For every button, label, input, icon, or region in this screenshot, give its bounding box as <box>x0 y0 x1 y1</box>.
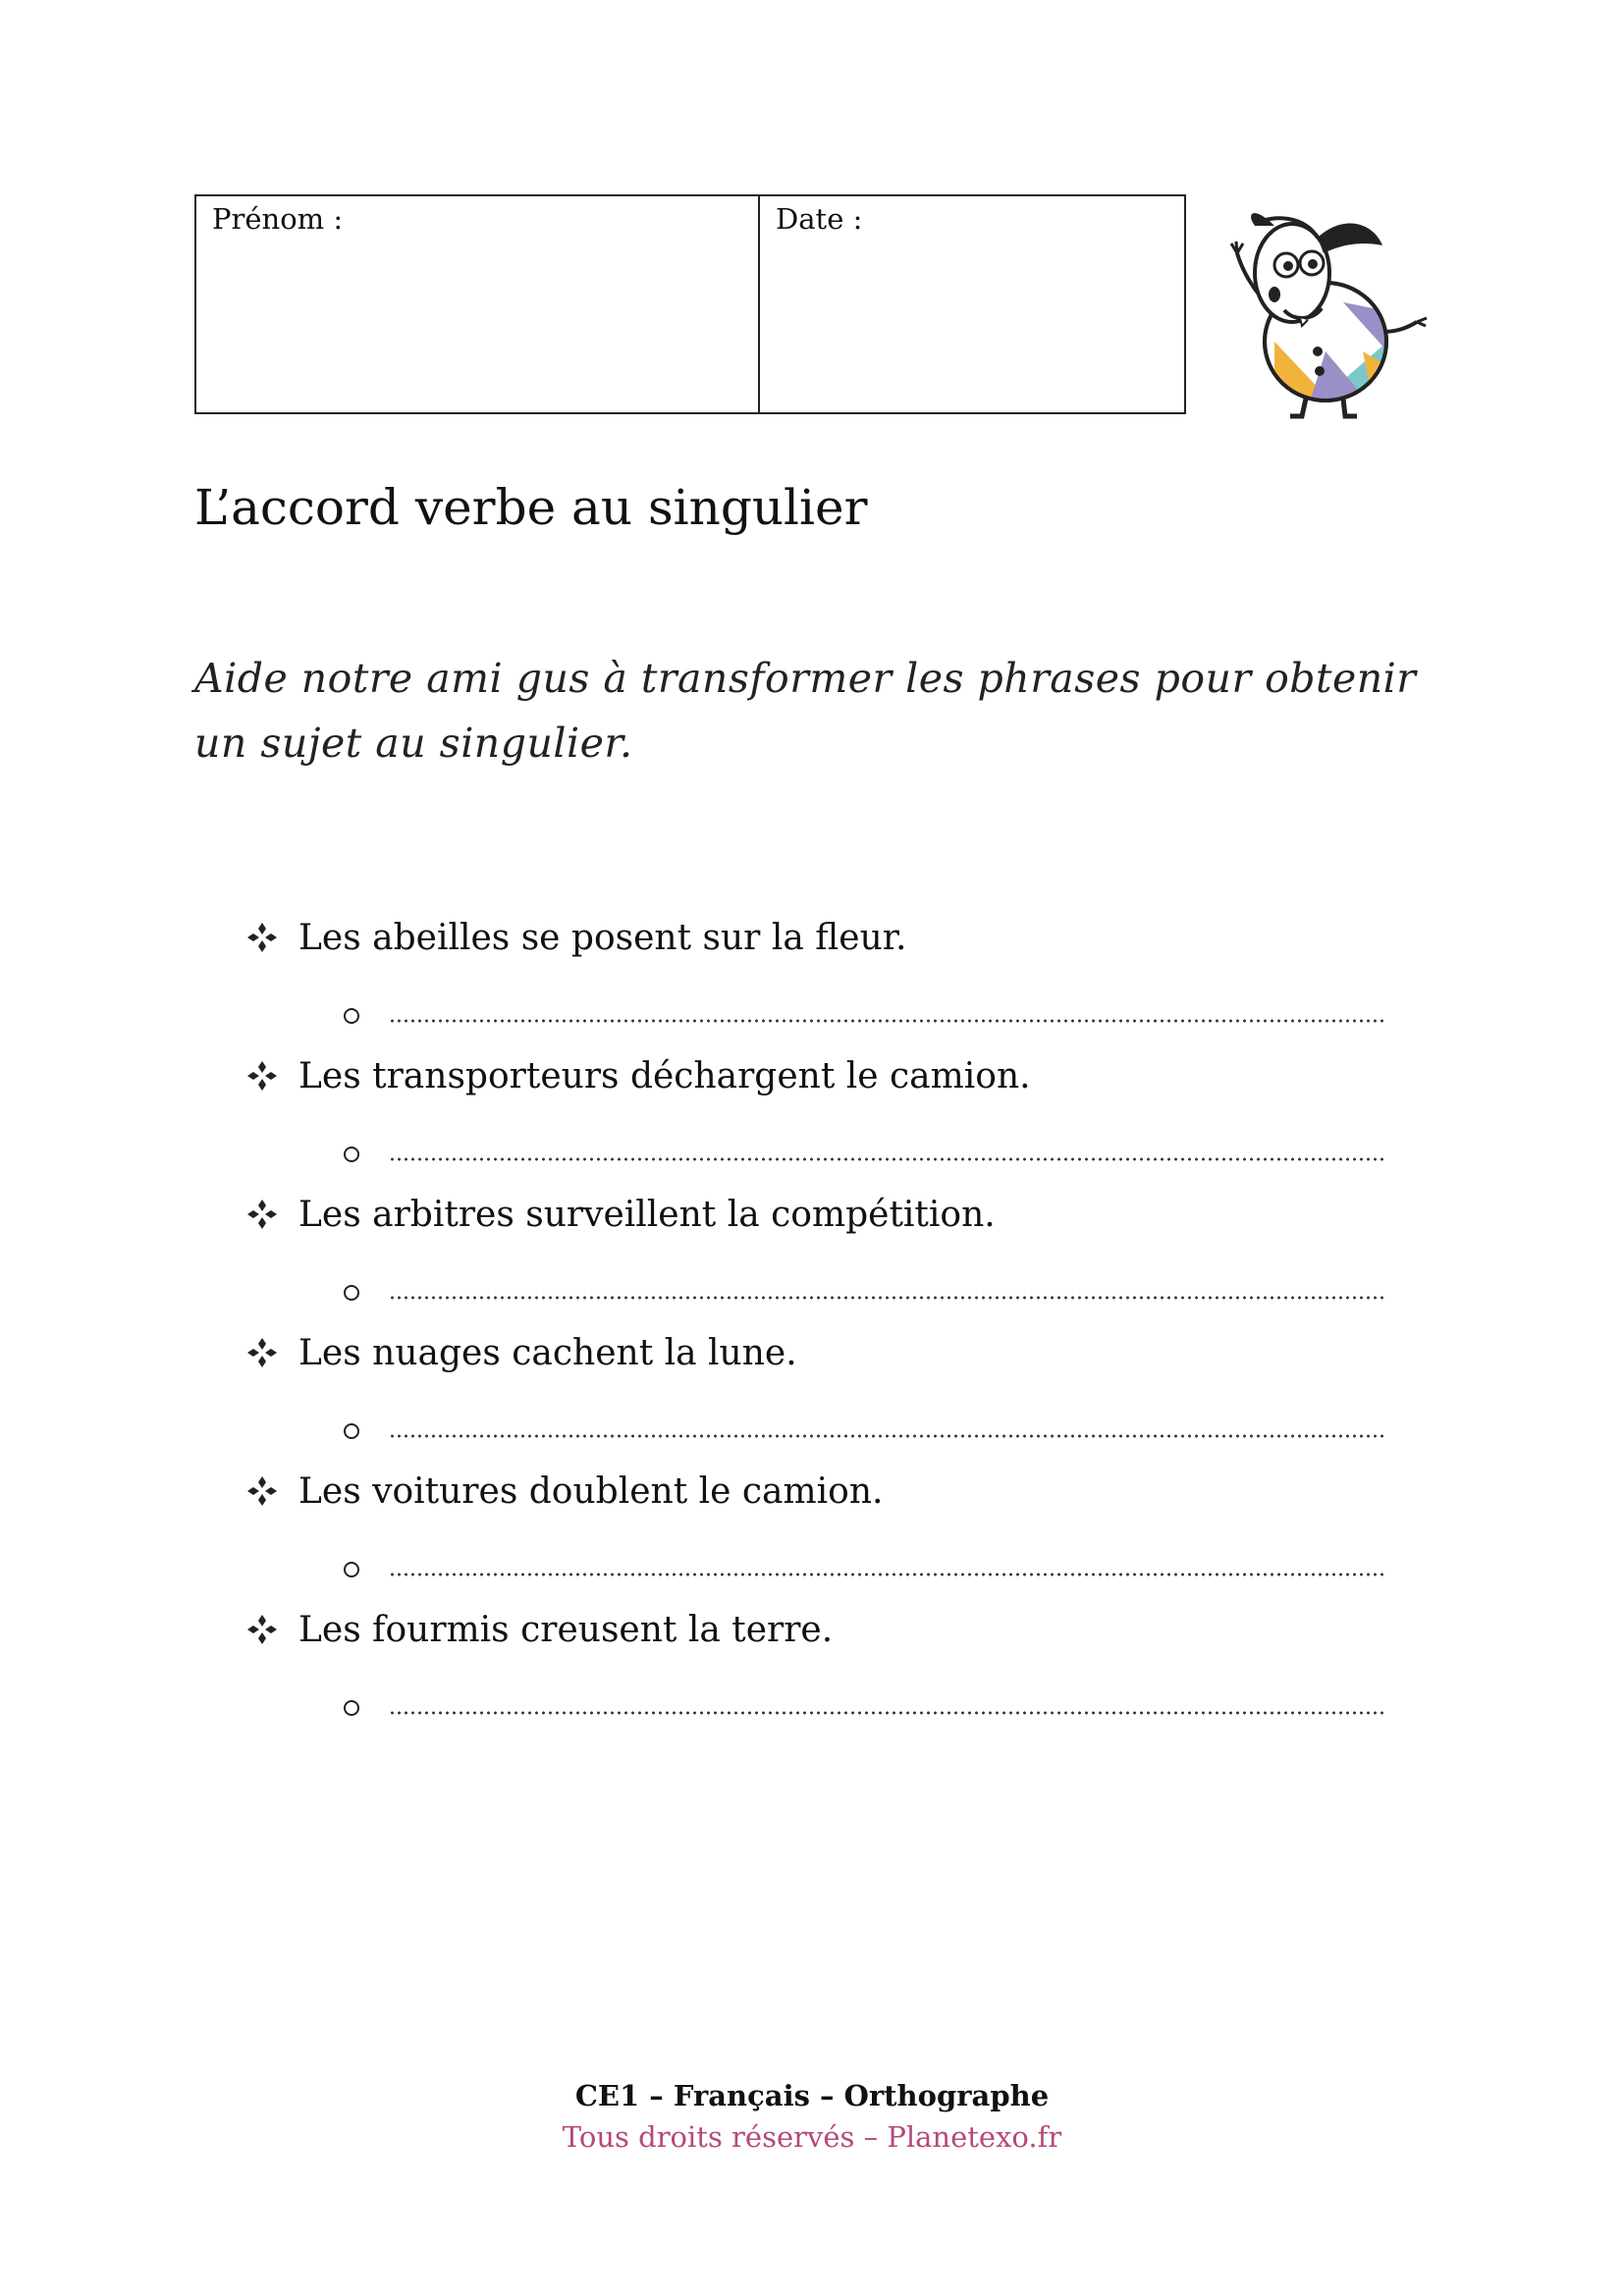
exercise-item <box>0 908 1624 1046</box>
exercise-sentence: Les transporteurs déchargent le camion. <box>298 1055 1031 1096</box>
prenom-field[interactable] <box>196 196 760 412</box>
exercise-sentence: Les nuages cachent la lune. <box>298 1332 797 1373</box>
circle-bullet-icon <box>344 1700 359 1716</box>
exercise-item <box>0 1323 1624 1462</box>
dotted-answer-line <box>389 1433 1384 1439</box>
four-diamond-bullet-icon <box>245 1059 279 1093</box>
exercise-item <box>0 1046 1624 1185</box>
date-label: Date : <box>776 202 863 236</box>
answer-field[interactable] <box>344 1402 1384 1449</box>
exercise-item <box>0 1462 1624 1600</box>
four-diamond-bullet-icon <box>245 1474 279 1508</box>
name-date-table <box>194 194 1186 414</box>
answer-field[interactable] <box>344 987 1384 1034</box>
four-diamond-bullet-icon <box>245 921 279 954</box>
answer-field[interactable] <box>344 1125 1384 1172</box>
instruction-text: Aide notre ami gus à transformer les phrases pour obtenir un sujet au singulier. <box>194 655 1417 767</box>
dotted-answer-line <box>389 1018 1384 1024</box>
four-diamond-bullet-icon <box>245 1336 279 1369</box>
circle-bullet-icon <box>344 1562 359 1577</box>
exercise-sentence: Les arbitres surveillent la compétition. <box>298 1194 996 1235</box>
answer-field[interactable] <box>344 1540 1384 1587</box>
exercise-sentence: Les abeilles se posent sur la fleur. <box>298 917 907 958</box>
exercise-sentence: Les voitures doublent le camion. <box>298 1470 884 1512</box>
page-title: L’accord verbe au singulier <box>194 479 868 536</box>
circle-bullet-icon <box>344 1147 359 1162</box>
answer-field[interactable] <box>344 1263 1384 1310</box>
four-diamond-bullet-icon <box>245 1613 279 1646</box>
answer-field[interactable] <box>344 1679 1384 1726</box>
footer-subject: CE1 – Français – Orthographe <box>574 2079 1050 2112</box>
page-footer <box>0 2079 1624 2154</box>
prenom-label: Prénom : <box>212 202 344 236</box>
dotted-answer-line <box>389 1572 1384 1577</box>
dotted-answer-line <box>389 1156 1384 1162</box>
dotted-answer-line <box>389 1295 1384 1301</box>
dotted-answer-line <box>389 1710 1384 1716</box>
mascot-sheep-icon <box>1216 194 1432 420</box>
date-field[interactable] <box>760 196 1184 412</box>
exercise-list <box>0 908 1624 1738</box>
circle-bullet-icon <box>344 1008 359 1024</box>
exercise-item <box>0 1185 1624 1323</box>
four-diamond-bullet-icon <box>245 1198 279 1231</box>
exercise-sentence: Les fourmis creusent la terre. <box>298 1609 834 1650</box>
footer-copyright-link[interactable]: Tous droits réservés – Planetexo.fr <box>562 2120 1062 2154</box>
circle-bullet-icon <box>344 1285 359 1301</box>
circle-bullet-icon <box>344 1423 359 1439</box>
exercise-item <box>0 1600 1624 1738</box>
